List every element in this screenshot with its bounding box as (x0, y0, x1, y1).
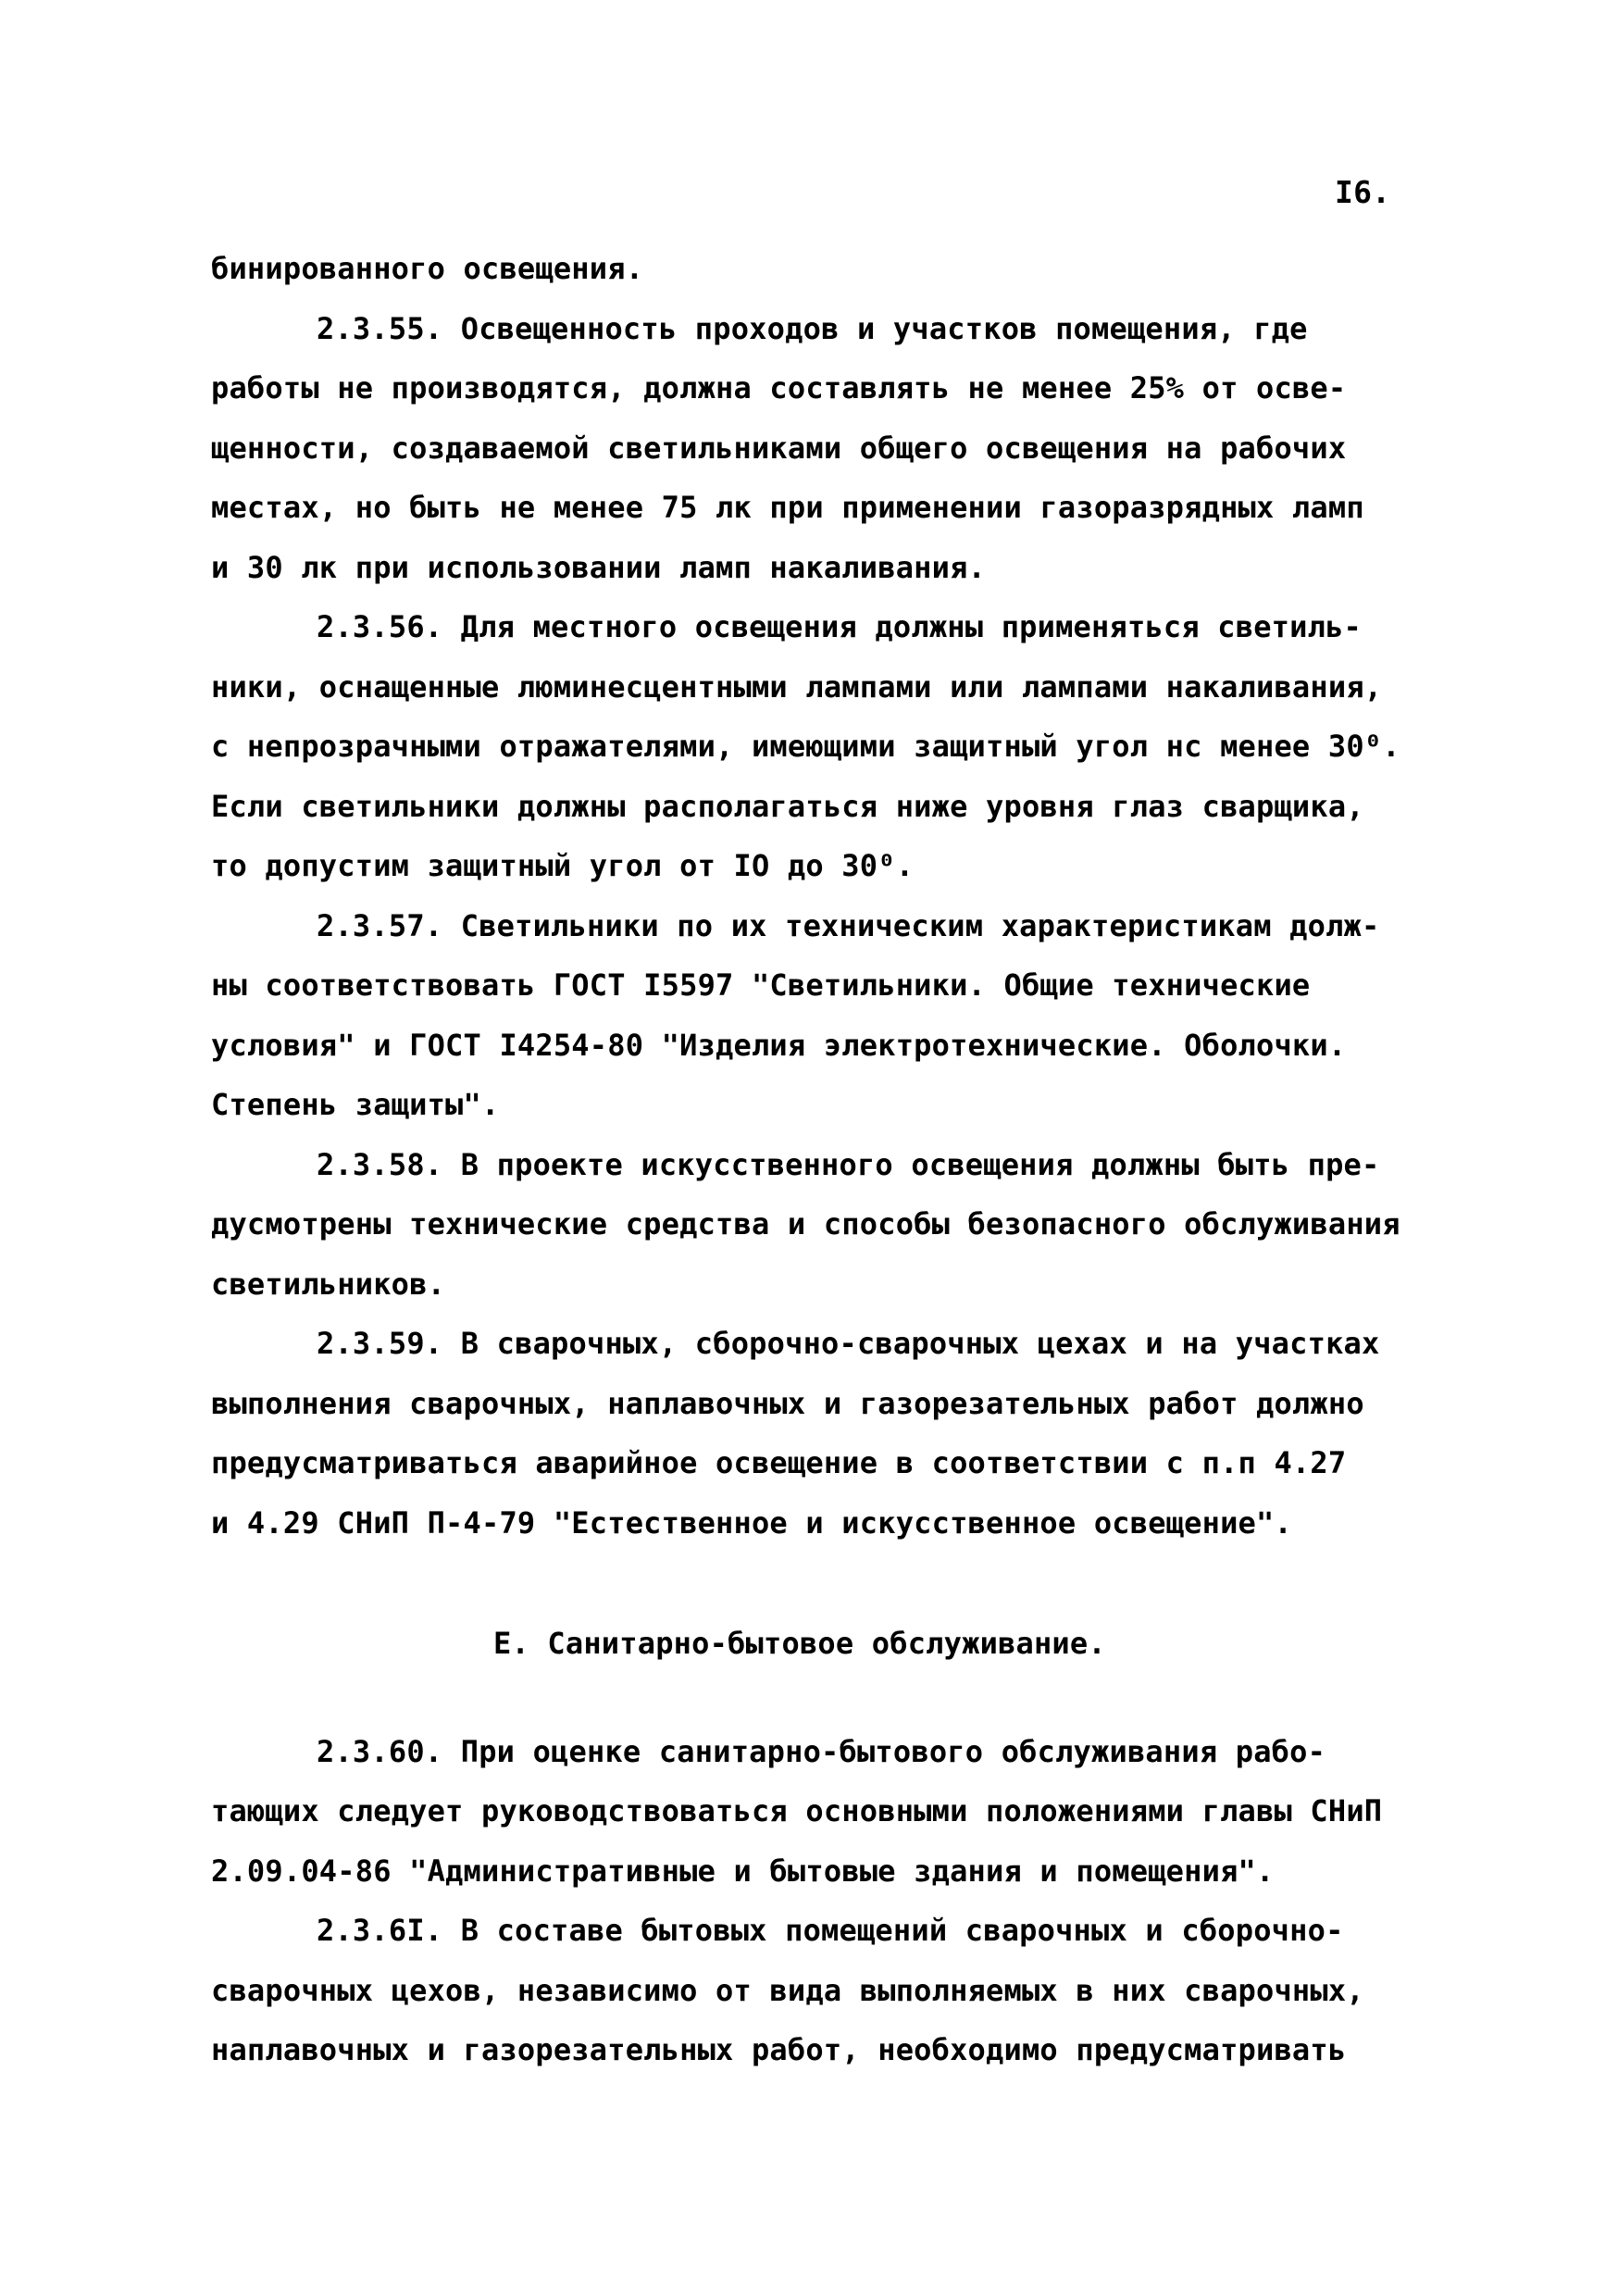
text-line: светильников. (211, 1266, 446, 1302)
paragraph-first-line: 2.3.56. Для местного освещения должны применяться светиль- (317, 609, 1363, 644)
text-line: дусмотрены технические средства и способы безопасного обслуживания (211, 1206, 1400, 1242)
page-number: I6. (1335, 174, 1391, 210)
paragraph-first-line: 2.3.60. При оценке санитарно-бытового обслуживания рабо- (317, 1733, 1326, 1769)
text-line: работы не производятся, должна составлять не менее 25% от осве- (211, 370, 1347, 406)
document-text (211, 239, 1400, 2080)
text-line: с непрозрачными отражателями, имеющими защитный угол нс менее 30⁰. (211, 729, 1400, 764)
text-line: бинированного освещения. (211, 251, 644, 286)
section-heading: Е. Санитарно-бытовое обслуживание. (493, 1626, 1106, 1661)
text-line: предусматриваться аварийное освещение в соответствии с п.п 4.27 (211, 1445, 1347, 1480)
text-line: местах, но быть не менее 75 лк при применении газоразрядных ламп (211, 490, 1364, 525)
text-line: Если светильники должны располагаться ниже уровня глаз сварщика, (211, 788, 1364, 824)
text-line: Степень защиты". (211, 1087, 500, 1122)
paragraph-first-line: 2.3.6I. В составе бытовых помещений сварочных и сборочно- (317, 1913, 1344, 1948)
text-line: выполнения сварочных, наплавочных и газорезательных работ должно (211, 1385, 1364, 1421)
text-line: условия" и ГОСТ I4254-80 "Изделия электротехнические. Оболочки. (211, 1027, 1347, 1063)
text-line: сварочных цехов, независимо от вида выполняемых в них сварочных, (211, 1972, 1364, 2008)
text-line: ны соответствовать ГОСТ I5597 "Светильники. Общие технические (211, 967, 1311, 1003)
text-line: то допустим защитный угол от IO до 30⁰. (211, 848, 915, 883)
paragraph-first-line: 2.3.59. В сварочных, сборочно-сварочных цехах и на участках (317, 1326, 1380, 1361)
paragraph-first-line: 2.3.55. Освещенность проходов и участков помещения, где (317, 310, 1308, 346)
text-line: и 4.29 СНиП П-4-79 "Естественное и искусственное освещение". (211, 1504, 1292, 1541)
paragraph-first-line: 2.3.57. Светильники по их техническим характеристикам долж- (317, 907, 1380, 943)
text-line: тающих следует руководствоваться основными положениями главы СНиП (211, 1793, 1383, 1828)
text-line: 2.09.04-86 "Административные и бытовые здания и помещения". (211, 1853, 1275, 1889)
text-line: и 30 лк при использовании ламп накаливания. (211, 549, 987, 585)
text-line: ники, оснащенные люминесцентными лампами или лампами накаливания, (211, 668, 1383, 705)
paragraph-first-line: 2.3.58. В проекте искусственного освещения должны быть пре- (317, 1146, 1380, 1182)
text-line: щенности, создаваемой светильниками общего освещения на рабочих (211, 430, 1347, 466)
text-line: наплавочных и газорезательных работ, необходимо предусматривать (211, 2032, 1347, 2067)
